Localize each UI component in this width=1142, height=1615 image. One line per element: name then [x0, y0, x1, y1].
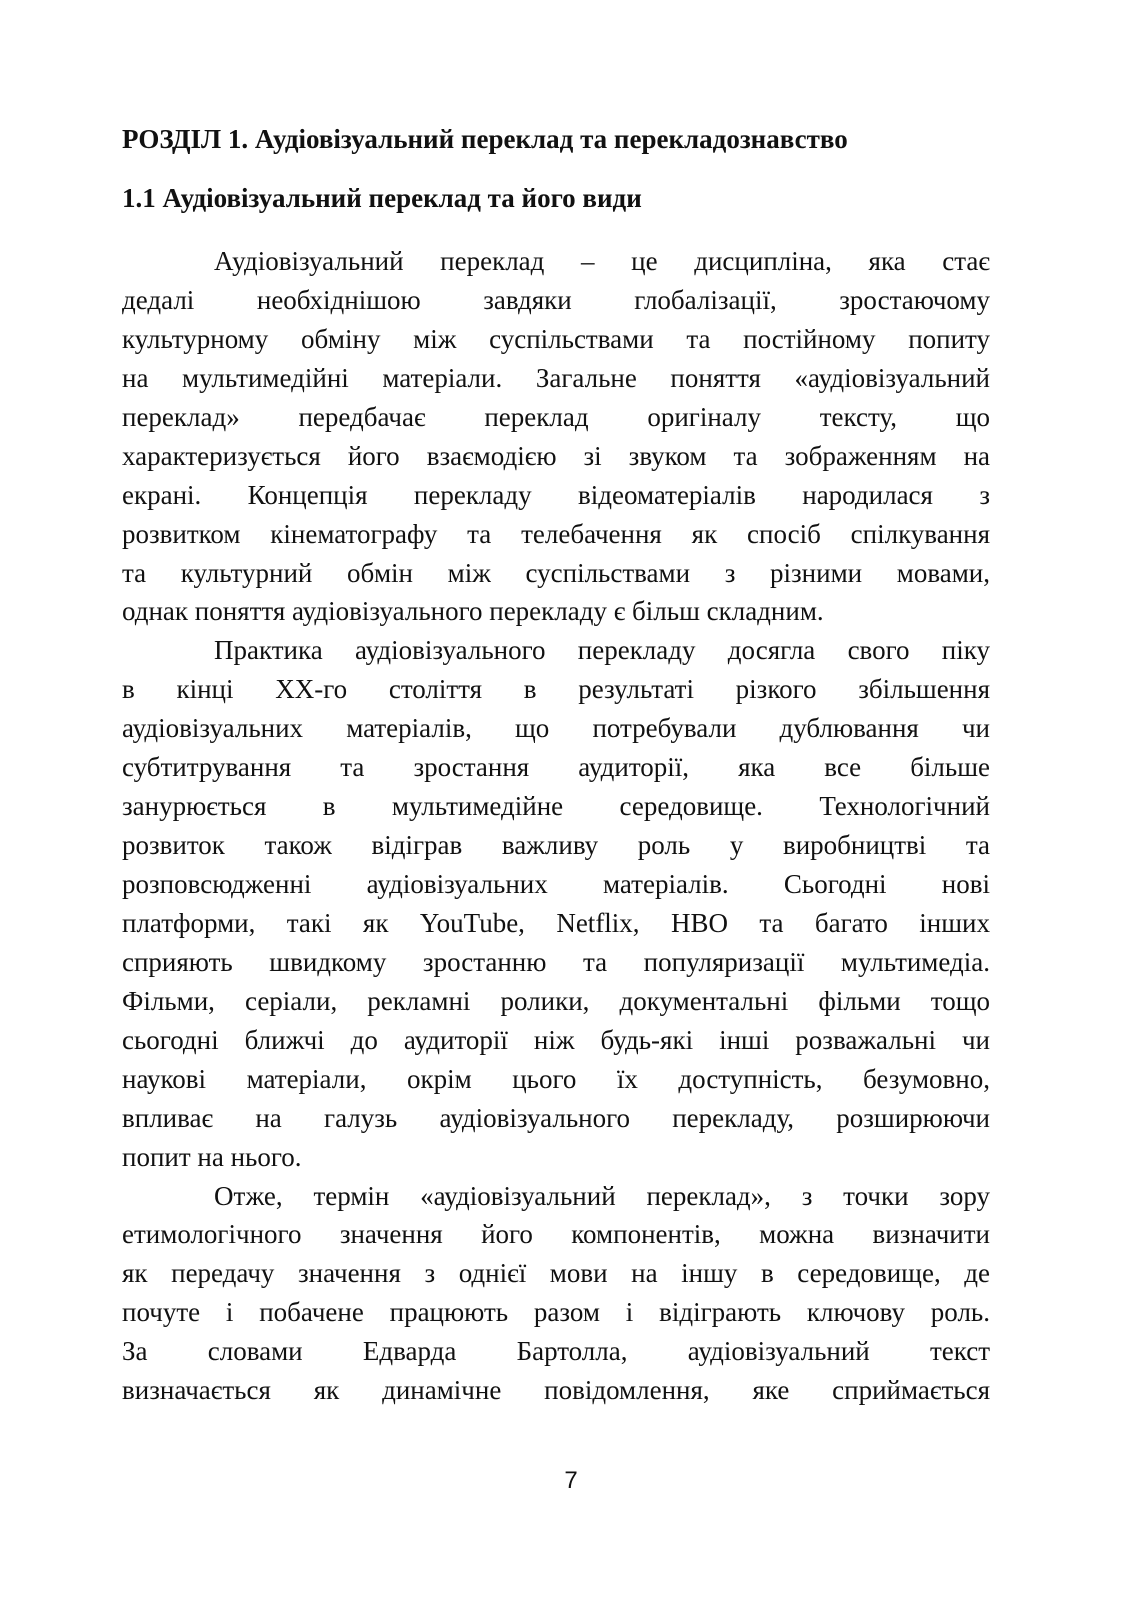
section-heading: 1.1 Аудіовізуальний переклад та його види [122, 183, 642, 213]
chapter-heading: РОЗДІЛ 1. Аудіовізуальний переклад та перекладознавство [122, 124, 848, 154]
paragraph [122, 631, 990, 1176]
text-line: та культурний обмін між суспільствами з різними мовами, [122, 557, 990, 588]
text-line: на мультимедійні матеріали. Загальне поняття «аудіовізуальний [122, 362, 990, 393]
text-line: розвитком кінематографу та телебачення як спосіб спілкування [122, 518, 990, 549]
text-line: Аудіовізуальний переклад – це дисципліна, яка стає [214, 246, 990, 276]
text-line: субтитрування та зростання аудиторії, яка все більше [122, 752, 990, 783]
text-line: переклад» передбачає переклад оригіналу тексту, що [122, 401, 990, 432]
text-line: занурюється в мультимедійне середовище. Технологічний [122, 791, 990, 822]
text-line: Фільми, серіали, рекламні ролики, документальні фільми тощо [122, 985, 990, 1016]
text-line: За словами Едварда Бартолла, аудіовізуальний текст [122, 1336, 990, 1367]
text-line: як передачу значення з однієї мови на іншу в середовище, де [122, 1258, 990, 1289]
text-line: Практика аудіовізуального перекладу досягла свого піку [214, 635, 990, 666]
text-line: екрані. Концепція перекладу відеоматеріалів народилася з [122, 479, 990, 510]
text-line: сьогодні ближчі до аудиторії ніж будь-які інші розважальні чи [122, 1024, 990, 1055]
text-line: сприяють швидкому зростанню та популяризації мультимедіа. [122, 946, 990, 977]
text-line: дедалі необхіднішою завдяки глобалізації, зростаючому [122, 284, 990, 315]
text-line: Отже, термін «аудіовізуальний переклад», з точки зору [214, 1180, 990, 1211]
body-text [122, 242, 990, 1410]
text-line: впливає на галузь аудіовізуального перекладу, розширюючи [122, 1102, 990, 1133]
text-line: розвиток також відіграв важливу роль у виробництві та [122, 830, 990, 861]
text-line: аудіовізуальних матеріалів, що потребували дублювання чи [122, 713, 990, 744]
text-line: культурному обміну між суспільствами та постійному попиту [122, 323, 990, 354]
text-line: етимологічного значення його компонентів, можна визначити [122, 1219, 990, 1250]
paragraph [122, 242, 990, 631]
text-line: почуте і побачене працюють разом і відіграють ключову роль. [122, 1297, 990, 1328]
text-line: попит на нього. [122, 1141, 302, 1172]
text-line: наукові матеріали, окрім цього їх доступність, безумовно, [122, 1063, 990, 1094]
text-line: характеризується його взаємодією зі звуком та зображенням на [122, 440, 990, 471]
page-number: 7 [564, 1467, 578, 1494]
text-line: однак поняття аудіовізуального перекладу є більш складним. [122, 596, 824, 627]
text-line: розповсюдженні аудіовізуальних матеріалів. Сьогодні нові [122, 869, 990, 899]
paragraph [122, 1177, 990, 1411]
text-line: визначається як динамічне повідомлення, яке сприймається [122, 1375, 990, 1406]
text-line: в кінці XX-го століття в результаті різкого збільшення [122, 674, 990, 705]
text-line: платформи, такі як YouTube, Netflix, HBO та багато інших [122, 907, 990, 938]
